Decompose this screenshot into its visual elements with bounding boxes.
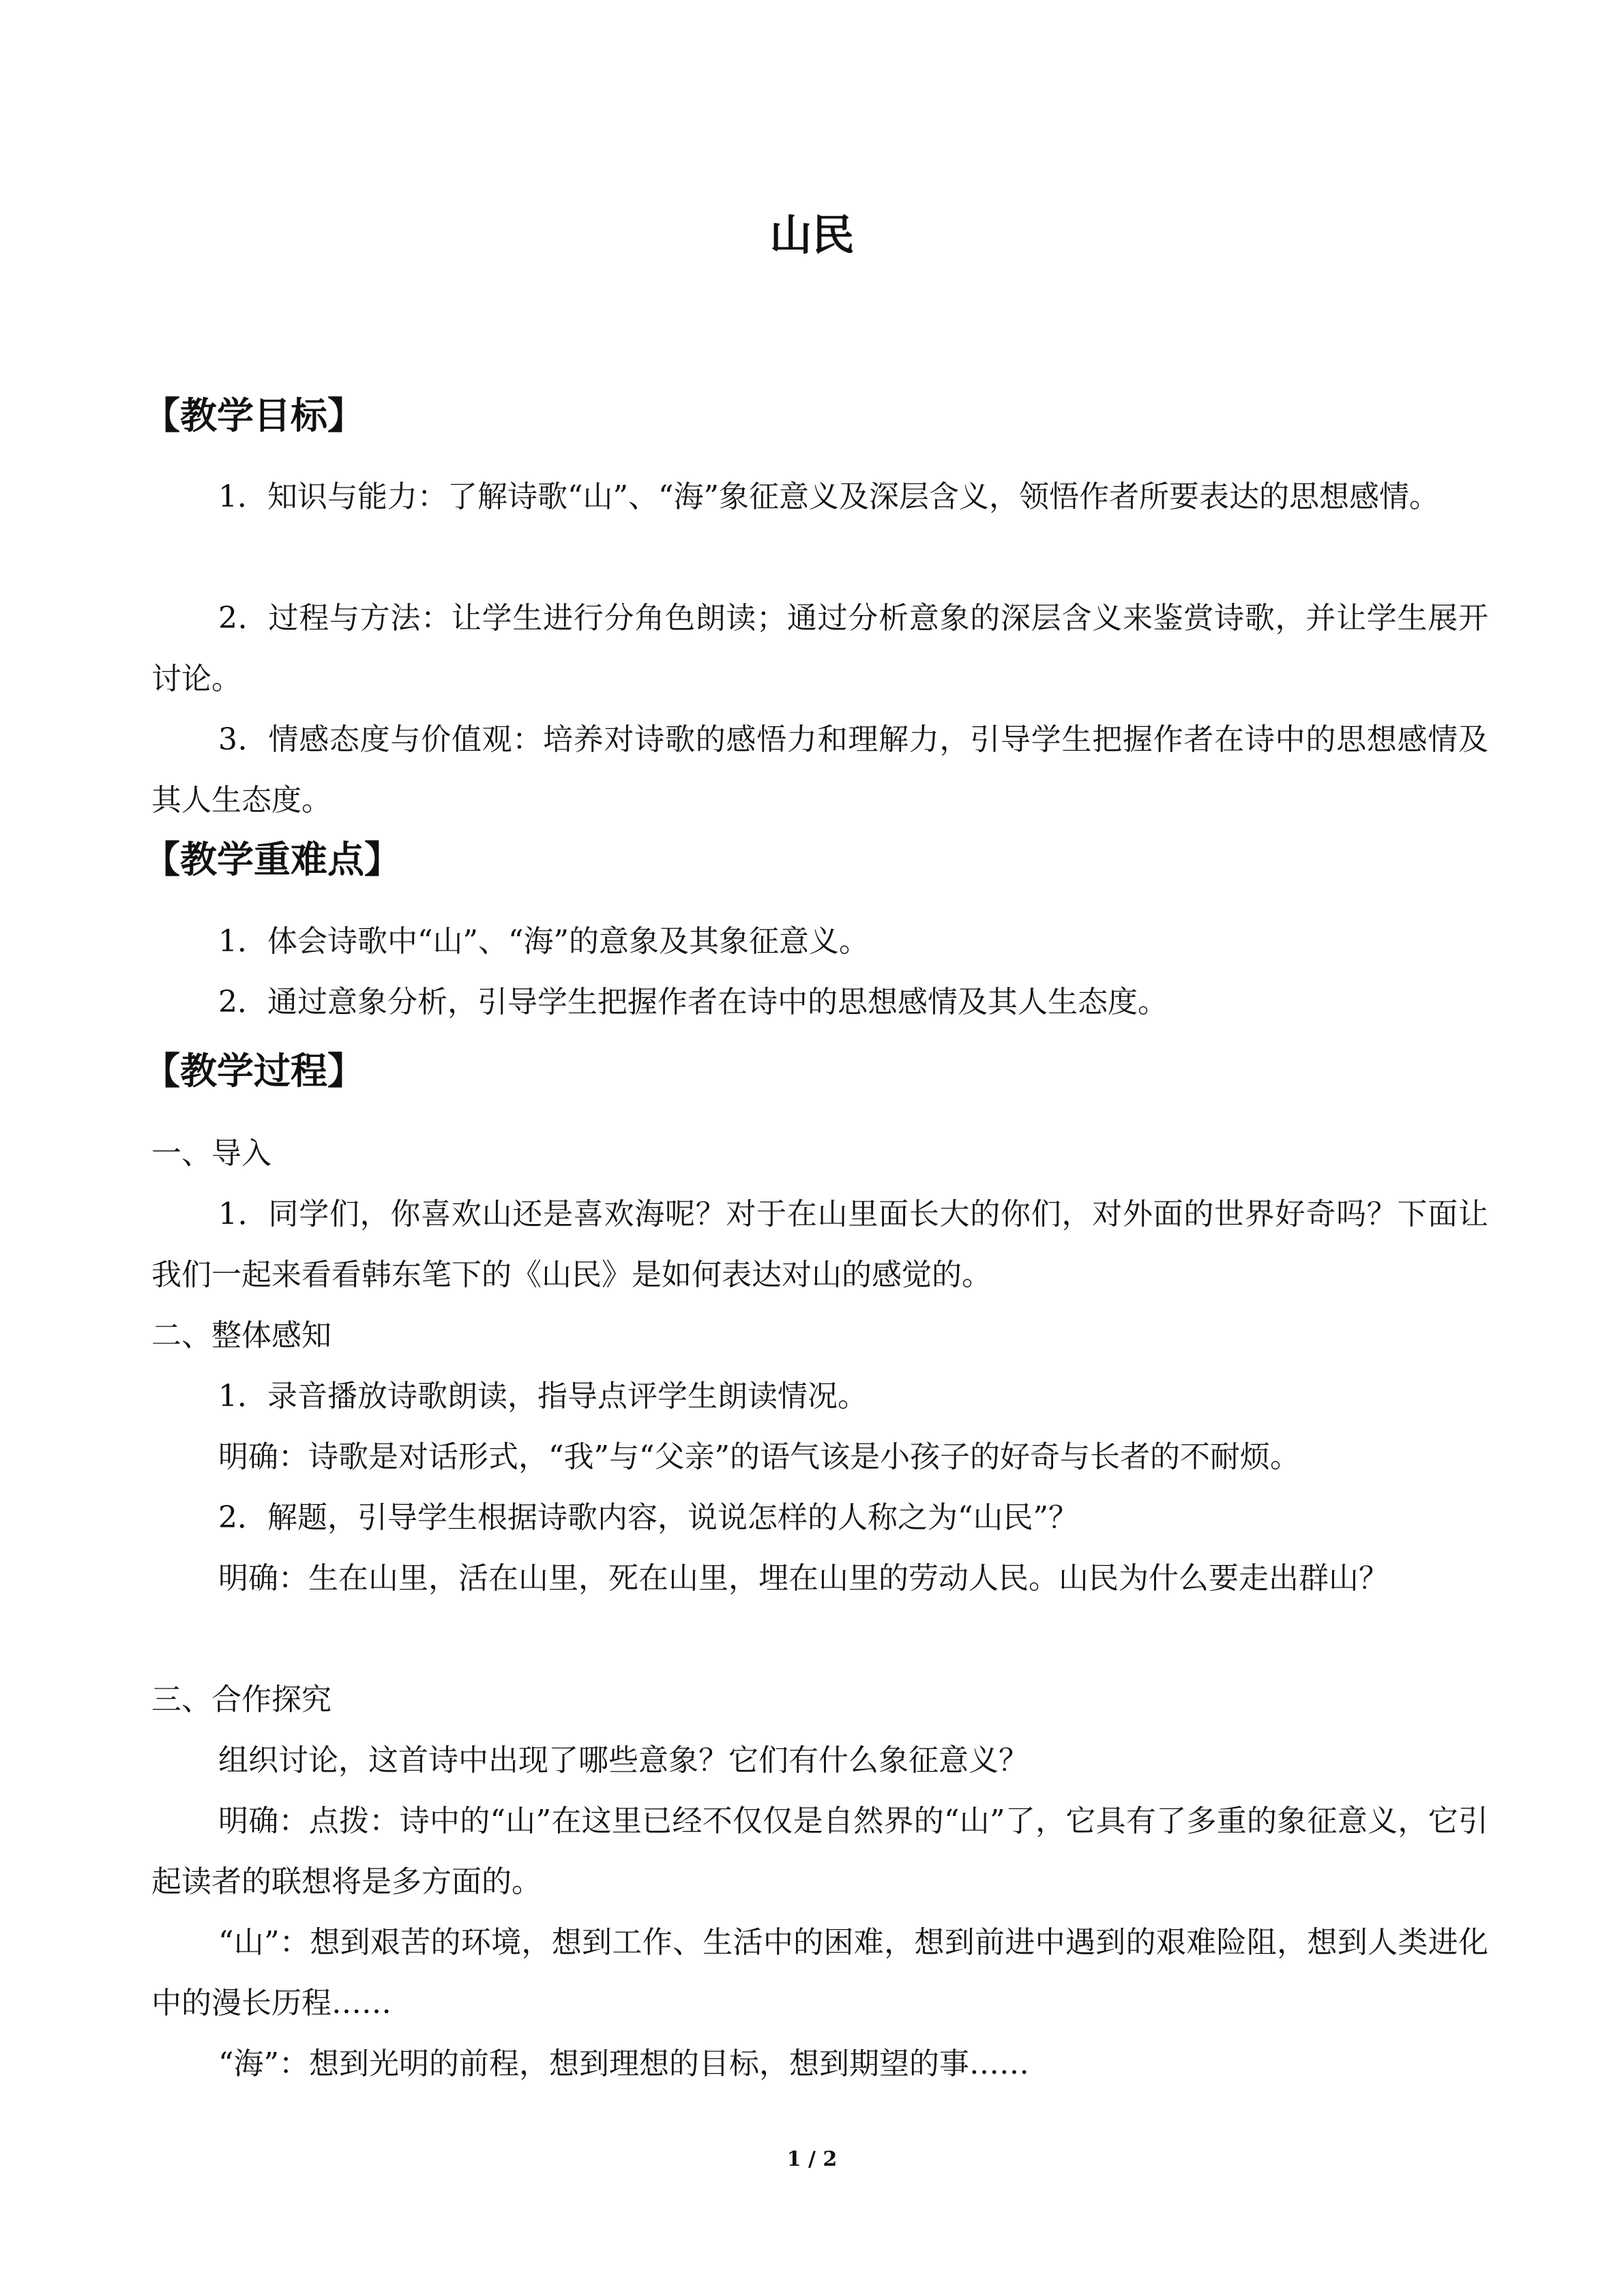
perception-paragraph-1: 1．录音播放诗歌朗读，指导点评学生朗读情况。	[218, 1379, 868, 1414]
goal-item-2: 2．过程与方法：让学生进行分角色朗读；通过分析意象的深层含义来鉴赏诗歌，并让学生展开讨论。	[151, 601, 1488, 696]
goals-heading: 【教学目标】	[143, 394, 364, 437]
explore-paragraph-3: “山”：想到艰苦的环境，想到工作、生活中的困难，想到前进中遇到的艰难险阻，想到人类进化中的漫长历程……	[151, 1925, 1488, 2021]
goal-item-3: 3．情感态度与价值观：培养对诗歌的感悟力和理解力，引导学生把握作者在诗中的思想感情及其人生态度。	[151, 722, 1488, 818]
key-points-heading: 【教学重难点】	[143, 838, 401, 881]
perception-paragraph-2: 明确：诗歌是对话形式，“我”与“父亲”的语气该是小孩子的好奇与长者的不耐烦。	[218, 1440, 1300, 1474]
key-point-item-2: 2．通过意象分析，引导学生把握作者在诗中的思想感情及其人生态度。	[218, 985, 1168, 1019]
intro-heading: 一、导入	[151, 1136, 271, 1171]
page-number: 1 / 2	[786, 2147, 838, 2171]
explore-heading: 三、合作探究	[151, 1682, 331, 1717]
goal-item-1: 1．知识与能力：了解诗歌“山”、“海”象征意义及深层含义，领悟作者所要表达的思想感情。	[218, 479, 1439, 514]
perception-heading: 二、整体感知	[151, 1318, 331, 1353]
explore-paragraph-4: “海”：想到光明的前程，想到理想的目标，想到期望的事……	[218, 2046, 1029, 2081]
intro-paragraph-1: 1．同学们，你喜欢山还是喜欢海呢？对于在山里面长大的你们，对外面的世界好奇吗？下面让我们一起来看看韩东笔下的《山民》是如何表达对山的感觉的。	[151, 1197, 1488, 1292]
perception-paragraph-3: 2．解题，引导学生根据诗歌内容，说说怎样的人称之为“山民”？	[218, 1500, 1078, 1535]
page-title: 山民	[769, 210, 855, 260]
process-heading: 【教学过程】	[143, 1049, 364, 1092]
perception-paragraph-4: 明确：生在山里，活在山里，死在山里，埋在山里的劳动人民。山民为什么要走出群山？	[218, 1561, 1389, 1596]
explore-paragraph-2: 明确：点拨：诗中的“山”在这里已经不仅仅是自然界的“山”了，它具有了多重的象征意义，它引起读者的联想将是多方面的。	[151, 1804, 1488, 1899]
explore-paragraph-1: 组织讨论，这首诗中出现了哪些意象？它们有什么象征意义？	[218, 1743, 1029, 1778]
key-point-item-1: 1．体会诗歌中“山”、“海”的意象及其象征意义。	[218, 924, 869, 959]
